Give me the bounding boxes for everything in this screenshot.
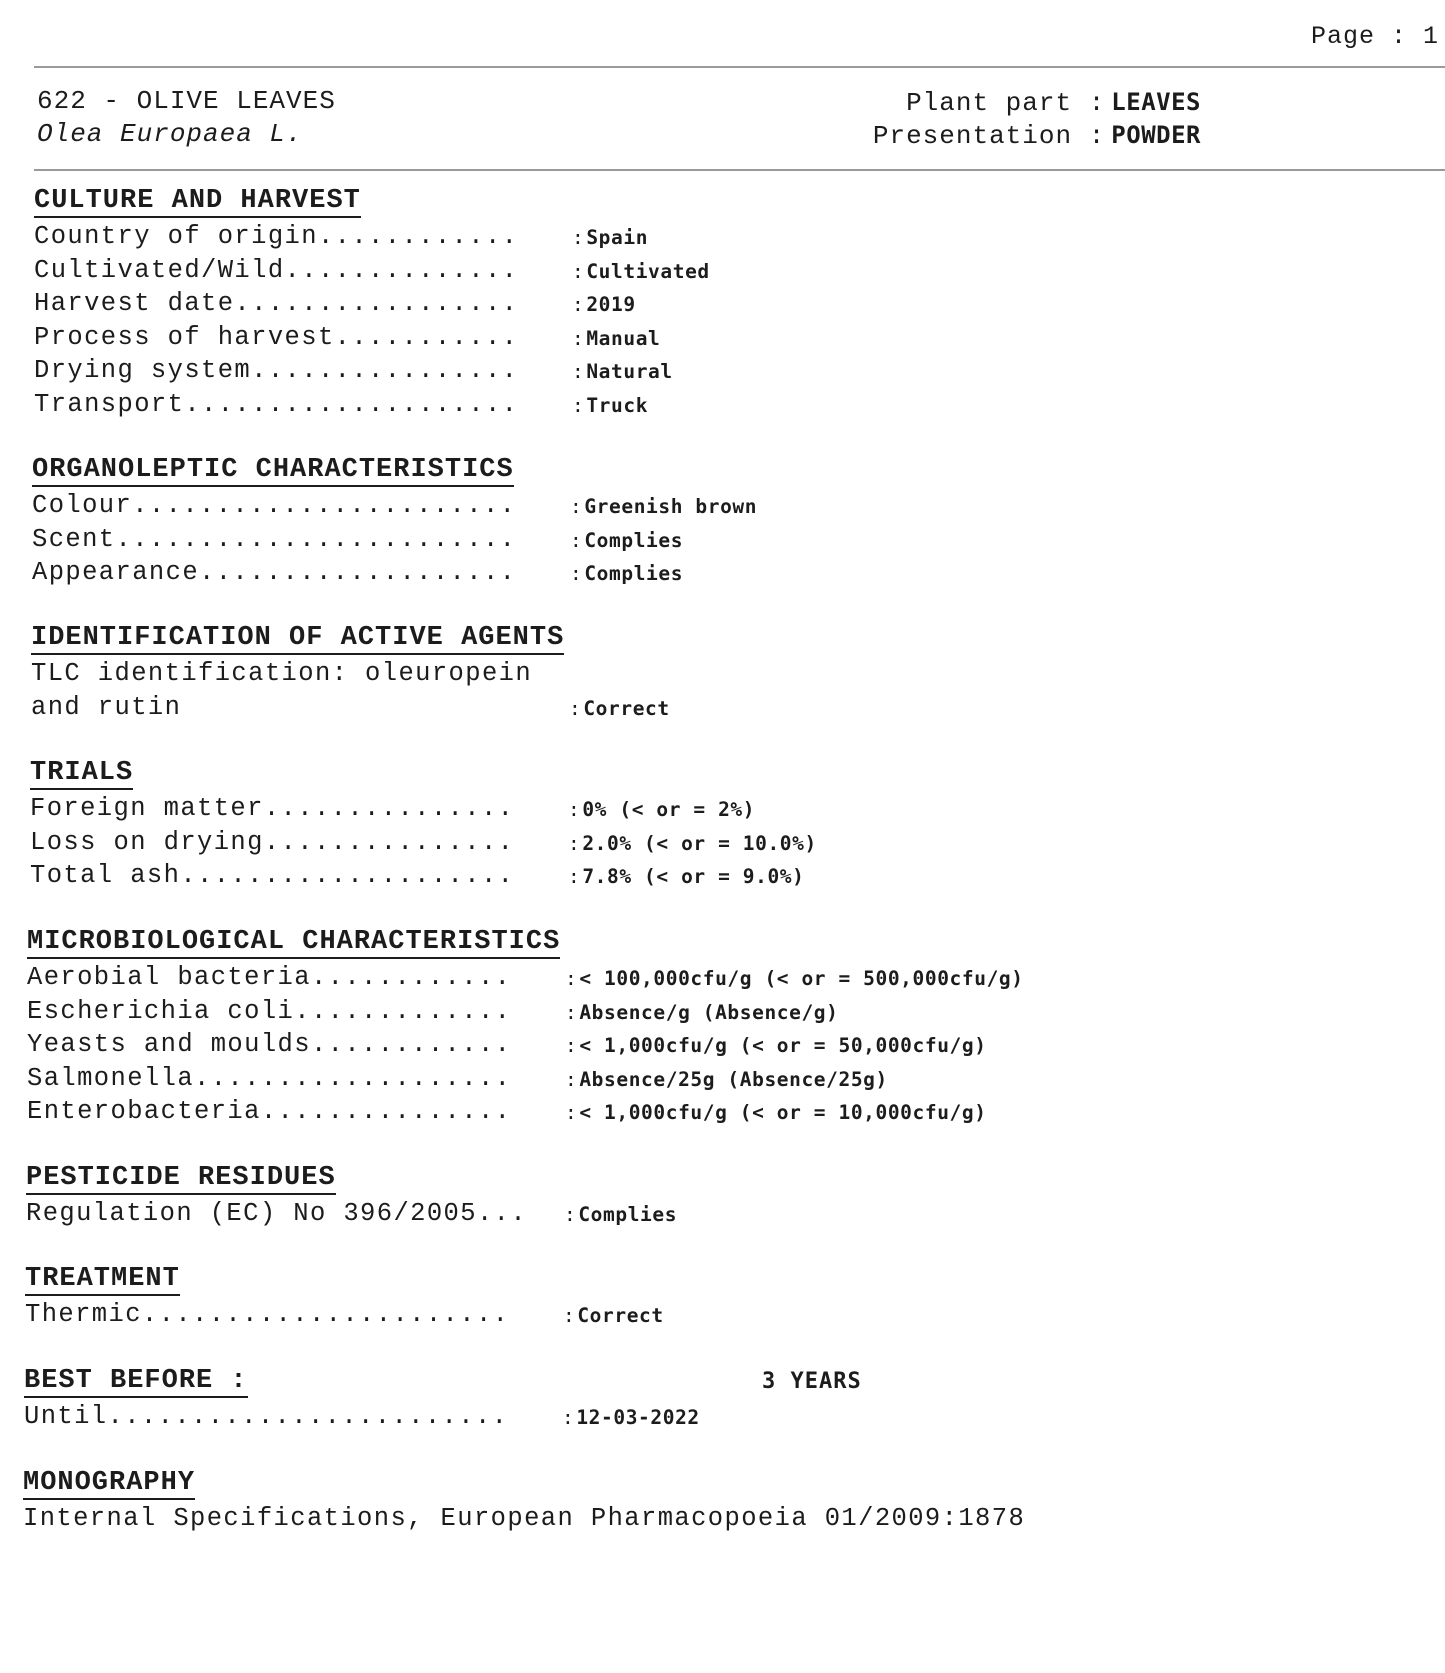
spec-value: 2.0% (< or = 10.0%) bbox=[582, 831, 817, 855]
spec-label: Yeasts and moulds............ bbox=[27, 1030, 512, 1059]
section-best-before bbox=[24, 1366, 700, 1436]
section-culture-harvest bbox=[34, 186, 710, 423]
spec-row: Appearance................... : Complies bbox=[32, 558, 684, 587]
spec-value: 2019 bbox=[586, 293, 636, 316]
spec-value: Complies bbox=[584, 528, 684, 552]
spec-row: Transport.................... : Truck bbox=[34, 389, 649, 419]
section-title: BEST BEFORE : bbox=[24, 1366, 248, 1396]
spec-label: and rutin bbox=[31, 692, 182, 722]
spec-label: Scent........................ bbox=[32, 524, 517, 554]
section-identification bbox=[31, 623, 670, 726]
spec-row: Loss on drying............... : 2.0% (< or = 10.0%) bbox=[30, 827, 817, 857]
page-number: Page : 1 bbox=[1310, 22, 1439, 51]
spec-row: Until........................ : 12-03-2022 bbox=[24, 1402, 700, 1431]
presentation-value: POWDER bbox=[1111, 121, 1201, 149]
spec-value: Absence/g (Absence/g) bbox=[579, 1000, 839, 1024]
plant-part-row bbox=[906, 88, 1201, 118]
spec-value: Natural bbox=[586, 360, 673, 383]
spec-row: Harvest date................. : 2019 bbox=[34, 289, 636, 318]
section-trials bbox=[30, 758, 817, 895]
spec-label: Salmonella................... bbox=[27, 1063, 512, 1093]
spec-row: Country of origin............ : Spain bbox=[34, 222, 649, 251]
spec-label: Escherichia coli............. bbox=[27, 996, 512, 1026]
spec-value: 0% (< or = 2%) bbox=[582, 798, 756, 821]
spec-label: Total ash.................... bbox=[30, 861, 515, 890]
spec-label: Cultivated/Wild.............. bbox=[34, 255, 519, 285]
section-microbiological bbox=[27, 927, 1024, 1131]
spec-row: Drying system................ : Natural bbox=[34, 356, 673, 385]
section-organoleptic bbox=[32, 455, 758, 592]
spec-row: Enterobacteria............... : < 1,000cfu/g (< or = 10,000cfu/g) bbox=[27, 1097, 987, 1126]
section-rows bbox=[34, 222, 710, 423]
spec-row: Process of harvest........... : Manual bbox=[34, 322, 661, 352]
spec-label: Transport.................... bbox=[34, 389, 519, 419]
section-title: ORGANOLEPTIC CHARACTERISTICS bbox=[32, 455, 514, 485]
spec-value: Cultivated bbox=[586, 259, 710, 283]
spec-row: Aerobial bacteria............ : < 100,000cfu/g (< or = 500,000cfu/g) bbox=[27, 963, 1024, 992]
spec-label: Loss on drying............... bbox=[30, 827, 515, 857]
spec-value: Correct bbox=[583, 696, 670, 720]
spec-label: Foreign matter............... bbox=[30, 794, 515, 823]
section-title: PESTICIDE RESIDUES bbox=[26, 1163, 336, 1193]
spec-label: Thermic...................... bbox=[25, 1300, 510, 1329]
product-latin-name: Olea Europaea L. bbox=[37, 119, 303, 149]
spec-row: Thermic...................... : Correct bbox=[25, 1300, 664, 1329]
spec-value: Greenish brown bbox=[584, 495, 758, 518]
shelf-life-years: 3 YEARS bbox=[762, 1369, 862, 1394]
spec-row: and rutin : Correct bbox=[31, 692, 670, 722]
spec-label: Enterobacteria............... bbox=[27, 1097, 512, 1126]
section-title: CULTURE AND HARVEST bbox=[34, 186, 361, 216]
spec-label: Country of origin............ bbox=[34, 222, 519, 251]
spec-label: Colour....................... bbox=[32, 491, 517, 520]
spec-value: Complies bbox=[578, 1203, 678, 1226]
spec-row: Total ash.................... : 7.8% (< or = 9.0%) bbox=[30, 861, 805, 890]
spec-row: Cultivated/Wild.............. : Cultivated bbox=[34, 255, 710, 285]
spec-label: Regulation (EC) No 396/2005... bbox=[26, 1199, 528, 1228]
spec-value: 12-03-2022 bbox=[576, 1406, 700, 1429]
spec-value: Absence/25g (Absence/25g) bbox=[579, 1067, 888, 1091]
section-title: TRIALS bbox=[30, 758, 134, 788]
spec-row: Scent........................ : Complies bbox=[32, 524, 684, 554]
spec-label: Aerobial bacteria............ bbox=[27, 963, 512, 992]
header-divider-bottom bbox=[34, 169, 1445, 171]
spec-label: Drying system................ bbox=[34, 356, 519, 385]
section-title: MONOGRAPHY bbox=[23, 1468, 196, 1498]
spec-label: Process of harvest........... bbox=[34, 322, 519, 352]
spec-label: Appearance................... bbox=[32, 558, 517, 587]
spec-row: Regulation (EC) No 396/2005... : Complies bbox=[26, 1199, 678, 1228]
product-code-name: 622 - OLIVE LEAVES bbox=[37, 86, 336, 116]
spec-value: < 1,000cfu/g (< or = 10,000cfu/g) bbox=[579, 1101, 987, 1124]
spec-row: Yeasts and moulds............ : < 1,000cfu/g (< or = 50,000cfu/g) bbox=[27, 1030, 987, 1059]
spec-row: Escherichia coli............. : Absence/g (Absence/g) bbox=[27, 996, 839, 1026]
spec-row: Salmonella................... : Absence/25g (Absence/25g) bbox=[27, 1063, 888, 1093]
spec-value: Spain bbox=[586, 226, 649, 249]
section-pesticide bbox=[26, 1163, 678, 1233]
presentation-label: Presentation : bbox=[872, 121, 1106, 151]
section-title: IDENTIFICATION OF ACTIVE AGENTS bbox=[31, 623, 565, 653]
spec-row: Foreign matter............... : 0% (< or = 2%) bbox=[30, 794, 756, 823]
header-divider-top bbox=[34, 66, 1445, 68]
plant-part-value: LEAVES bbox=[1111, 88, 1201, 116]
monography-text: Internal Specifications, European Pharmacopoeia 01/2009:1878 bbox=[23, 1504, 1026, 1533]
spec-value: Complies bbox=[584, 562, 684, 585]
section-title: TREATMENT bbox=[25, 1264, 180, 1294]
spec-value: < 1,000cfu/g (< or = 50,000cfu/g) bbox=[579, 1034, 987, 1057]
spec-value: 7.8% (< or = 9.0%) bbox=[582, 865, 805, 888]
section-monography bbox=[23, 1468, 1025, 1534]
spec-label: Harvest date................. bbox=[34, 289, 519, 318]
spec-value: Truck bbox=[586, 393, 649, 417]
presentation-row bbox=[873, 121, 1201, 151]
spec-row bbox=[31, 659, 564, 693]
plant-part-label: Plant part : bbox=[906, 88, 1106, 118]
spec-row: Colour....................... : Greenish brown bbox=[32, 491, 758, 520]
section-title: MICROBIOLOGICAL CHARACTERISTICS bbox=[27, 927, 561, 957]
spec-value: Correct bbox=[577, 1304, 664, 1327]
section-treatment bbox=[25, 1264, 664, 1334]
spec-value: < 100,000cfu/g (< or = 500,000cfu/g) bbox=[579, 967, 1024, 990]
spec-label: Until........................ bbox=[24, 1402, 509, 1431]
spec-value: Manual bbox=[586, 326, 661, 350]
spec-label: TLC identification: oleuropein bbox=[31, 659, 533, 688]
